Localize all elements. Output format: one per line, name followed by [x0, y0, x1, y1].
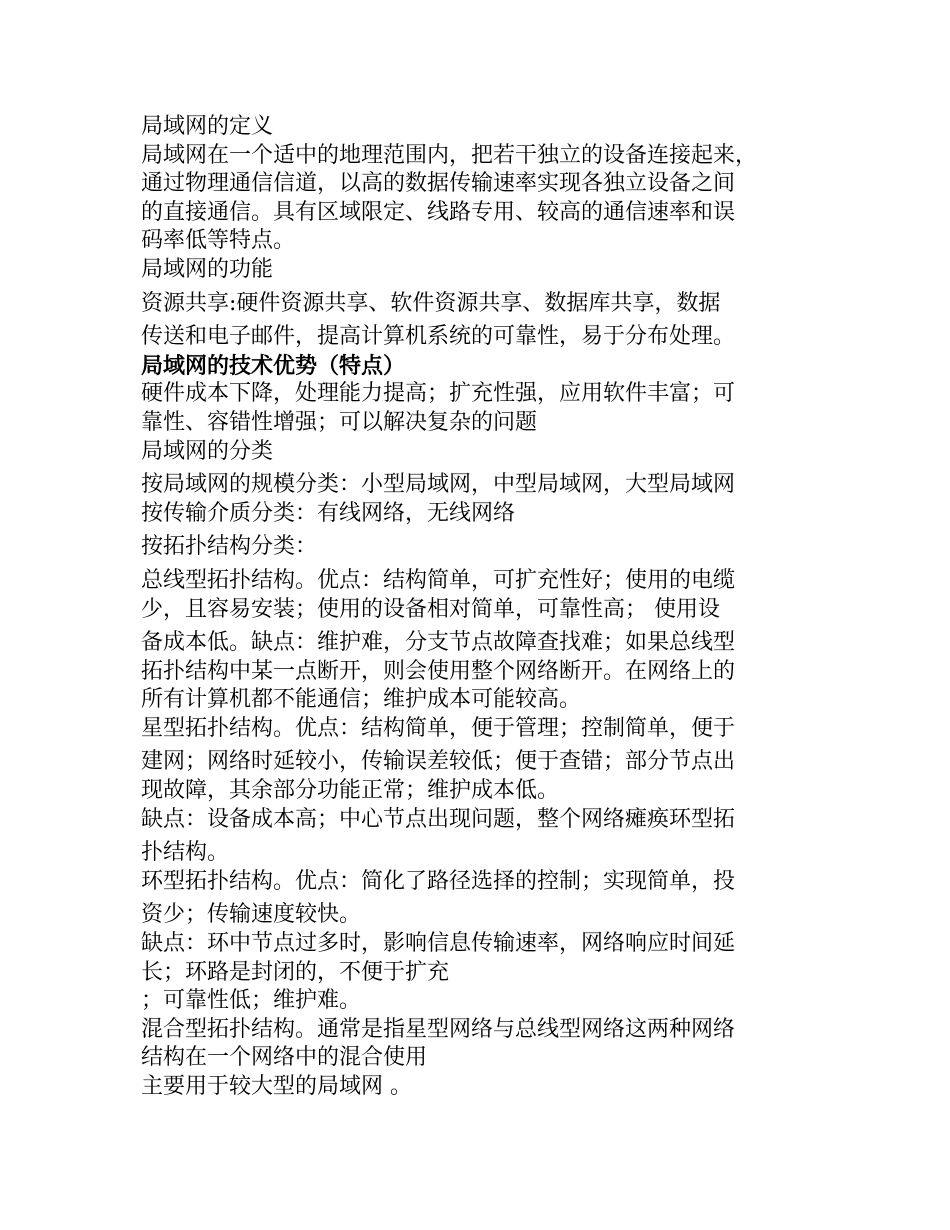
- text-line: 备成本低。缺点：维护难，分支节点故障查找难；如果总线型: [141, 630, 736, 656]
- text-line: 缺点：环中节点过多时，影响信息传输速率，网络响应时间延: [141, 931, 736, 957]
- heading-lan-functions: 局域网的功能: [141, 256, 274, 282]
- text-line: 缺点：设备成本高；中心节点出现问题，整个网络瘫痪环型拓: [141, 806, 736, 832]
- text-line: 通过物理通信信道，以高的数据传输速率实现各独立设备之间: [141, 171, 736, 197]
- document-body: [141, 113, 831, 1102]
- text-line: 硬件成本下降，处理能力提高；扩充性强，应用软件丰富；可: [141, 381, 736, 407]
- text-line: 所有计算机都不能通信；维护成本可能较高。: [141, 687, 582, 713]
- text-line: 主要用于较大型的局域网 。: [141, 1074, 412, 1099]
- heading-lan-definition: 局域网的定义: [141, 114, 274, 139]
- text-line: 现故障，其余部分功能正常；维护成本低。: [141, 778, 560, 804]
- text-line: 按拓扑结构分类：: [141, 534, 318, 560]
- text-line: 星型拓扑结构。优点：结构简单，便于管理；控制简单，便于: [141, 715, 736, 741]
- text-line: 资源共享:硬件资源共享、软件资源共享、数据库共享，数据: [141, 290, 721, 316]
- heading-lan-classification: 局域网的分类: [141, 438, 274, 464]
- text-line: 建网；网络时延较小，传输误差较低；便于查错；部分节点出: [141, 749, 736, 775]
- text-line: 靠性、容错性增强；可以解决复杂的问题: [141, 409, 538, 435]
- text-line: ；可靠性低；维护难。: [141, 988, 362, 1014]
- heading-lan-advantages: 局域网的技术优势（特点）: [141, 352, 406, 379]
- text-line: 的直接通信。具有区域限定、线路专用、较高的通信速率和误: [141, 199, 736, 225]
- text-line: 环型拓扑结构。优点：简化了路径选择的控制；实现简单，投: [141, 868, 736, 894]
- text-line: 局域网在一个适中的地理范围内，把若干独立的设备连接起来，: [141, 142, 758, 168]
- text-line: 结构在一个网络中的混合使用: [141, 1045, 428, 1071]
- text-line: 拓扑结构中某一点断开，则会使用整个网络断开。在网络上的: [141, 658, 736, 684]
- text-line: 传送和电子邮件，提高计算机系统的可靠性，易于分布处理。: [141, 324, 736, 350]
- text-line: 长；环路是封闭的，不便于扩充: [141, 959, 450, 985]
- text-line: 少，且容易安装；使用的设备相对简单，可靠性高； 使用设: [141, 596, 720, 622]
- text-line: 扑结构。: [141, 840, 230, 866]
- text-line: 按传输介质分类：有线网络，无线网络: [141, 500, 516, 526]
- text-line: 按局域网的规模分类：小型局域网，中型局域网，大型局域网: [141, 472, 736, 498]
- text-line: 资少；传输速度较快。: [141, 902, 362, 928]
- text-line: 总线型拓扑结构。优点：结构简单，可扩充性好；使用的电缆: [141, 567, 736, 593]
- text-line: 混合型拓扑结构。通常是指星型网络与总线型网络这两种网络: [141, 1016, 736, 1042]
- text-line: 码率低等特点。: [141, 228, 296, 254]
